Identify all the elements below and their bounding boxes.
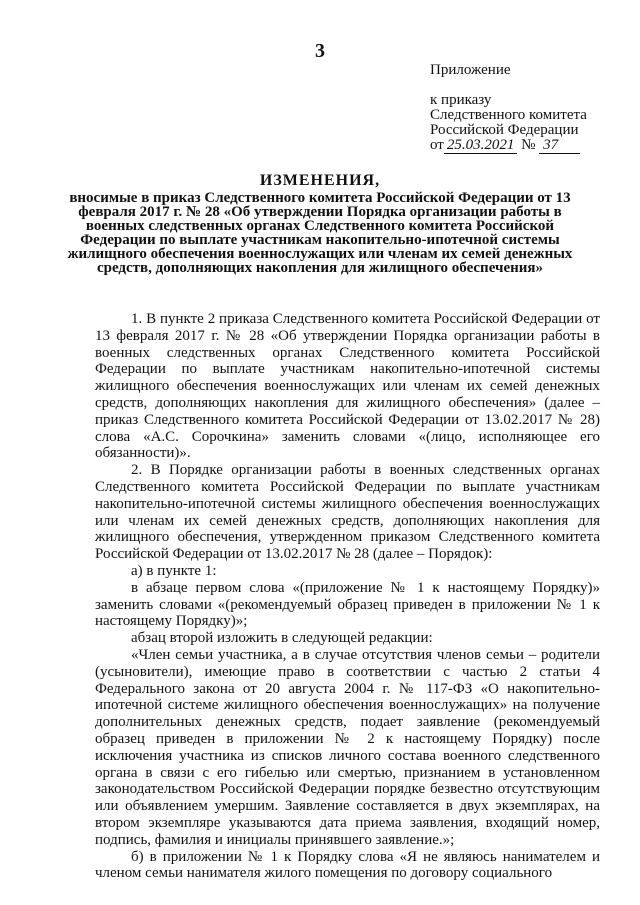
paragraph-2: 2. В Порядке организации работы в военных следственных органах Следственного комитета Российской Федерации по выплате участникам накопительно-ипотечной системы жилищного обеспечения военнослужащих или членам их семей денежных средств, дополняющих накопления для жилищного обеспечения, утвержденном приказом Следственного комитета Российской Федерации от 13.02.2017 № 28 (далее – Порядок):: [95, 462, 600, 563]
number-value: 37: [539, 137, 580, 154]
document-body: [95, 311, 600, 882]
appendix-title: Приложение: [430, 62, 511, 78]
page-number: 3: [315, 40, 325, 62]
paragraph-5: абзац второй изложить в следующей редакции:: [131, 630, 433, 647]
date-value: 25.03.2021: [444, 137, 518, 154]
paragraph-3: а) в пункте 1:: [131, 562, 217, 579]
appendix-date-line: [430, 138, 587, 153]
appendix-org-line1: Следственного комитета: [430, 107, 587, 123]
paragraph-1: 1. В пункте 2 приказа Следственного комитета Российской Федерации от 13 февраля 2017 г. № 28 «Об утверждении Порядка организации работы в военных следственных органах Следственного комитета Российской Федерации по выплате участникам накопительно-ипотечной системы жилищного обеспечения военнослужащих или членам их семей денежных средств, дополняющих накопления для жилищного обеспечения» (далее – приказ Следственного комитета Российской Федерации от 13.02.2017 № 28) слова «А.С. Сорочкина» заменить словами «(лицо, исполняющее его обязанности)».: [95, 311, 600, 462]
appendix-block: [430, 63, 587, 153]
paragraph-7: б) в приложении № 1 к Порядку слова «Я не являюсь нанимателем и членом семьи нанимателя жилого помещения по договору социального: [95, 848, 600, 882]
heading-subtitle: вносимые в приказ Следственного комитета Российской Федерации от 13 февраля 2017 г. № 28 «Об утверждении Порядка организации работы в военных следственных органах Следственного комитета Российской Федерации по выплате участникам накопительно-ипотечной системы жилищного обеспечения военнослужащих или членам их семей денежных средств, дополняющих накопления для жилищного обеспечения»: [67, 190, 573, 276]
appendix-to-order: к приказу: [430, 92, 492, 108]
paragraph-4: в абзаце первом слова «(приложение № 1 к настоящему Порядку)» заменить словами «(рекомендуемый образец приведен в приложении № 1 к настоящему Порядку)»;: [95, 579, 600, 630]
paragraph-6: «Член семьи участника, а в случае отсутствия членов семьи – родители (усыновители), имеющие право в соответствии с частью 2 статьи 4 Федерального закона от 20 августа 2004 г. № 117-ФЗ «О накопительно-ипотечной системе жилищного обеспечения военнослужащих» на получение дополнительных денежных средств, подает заявление (рекомендуемый образец приведен в приложении № 2 к настоящему Порядку) после исключения участника из списков личного состава военного следственного органа в связи с его гибелью или смертью, признанием в установленном законодательством Российской Федерации порядке безвестно отсутствующим или объявлением умершим. Заявление составляется в двух экземплярах, на втором экземпляре указываются дата приема заявления, входящий номер, подпись, фамилия и инициалы принявшего заявление.»;: [95, 646, 600, 848]
document-heading: [60, 174, 580, 275]
number-prefix: №: [521, 137, 536, 153]
date-prefix: от: [430, 137, 444, 153]
appendix-org-line2: Российской Федерации: [430, 122, 579, 138]
heading-title: ИЗМЕНЕНИЯ,: [259, 172, 381, 189]
